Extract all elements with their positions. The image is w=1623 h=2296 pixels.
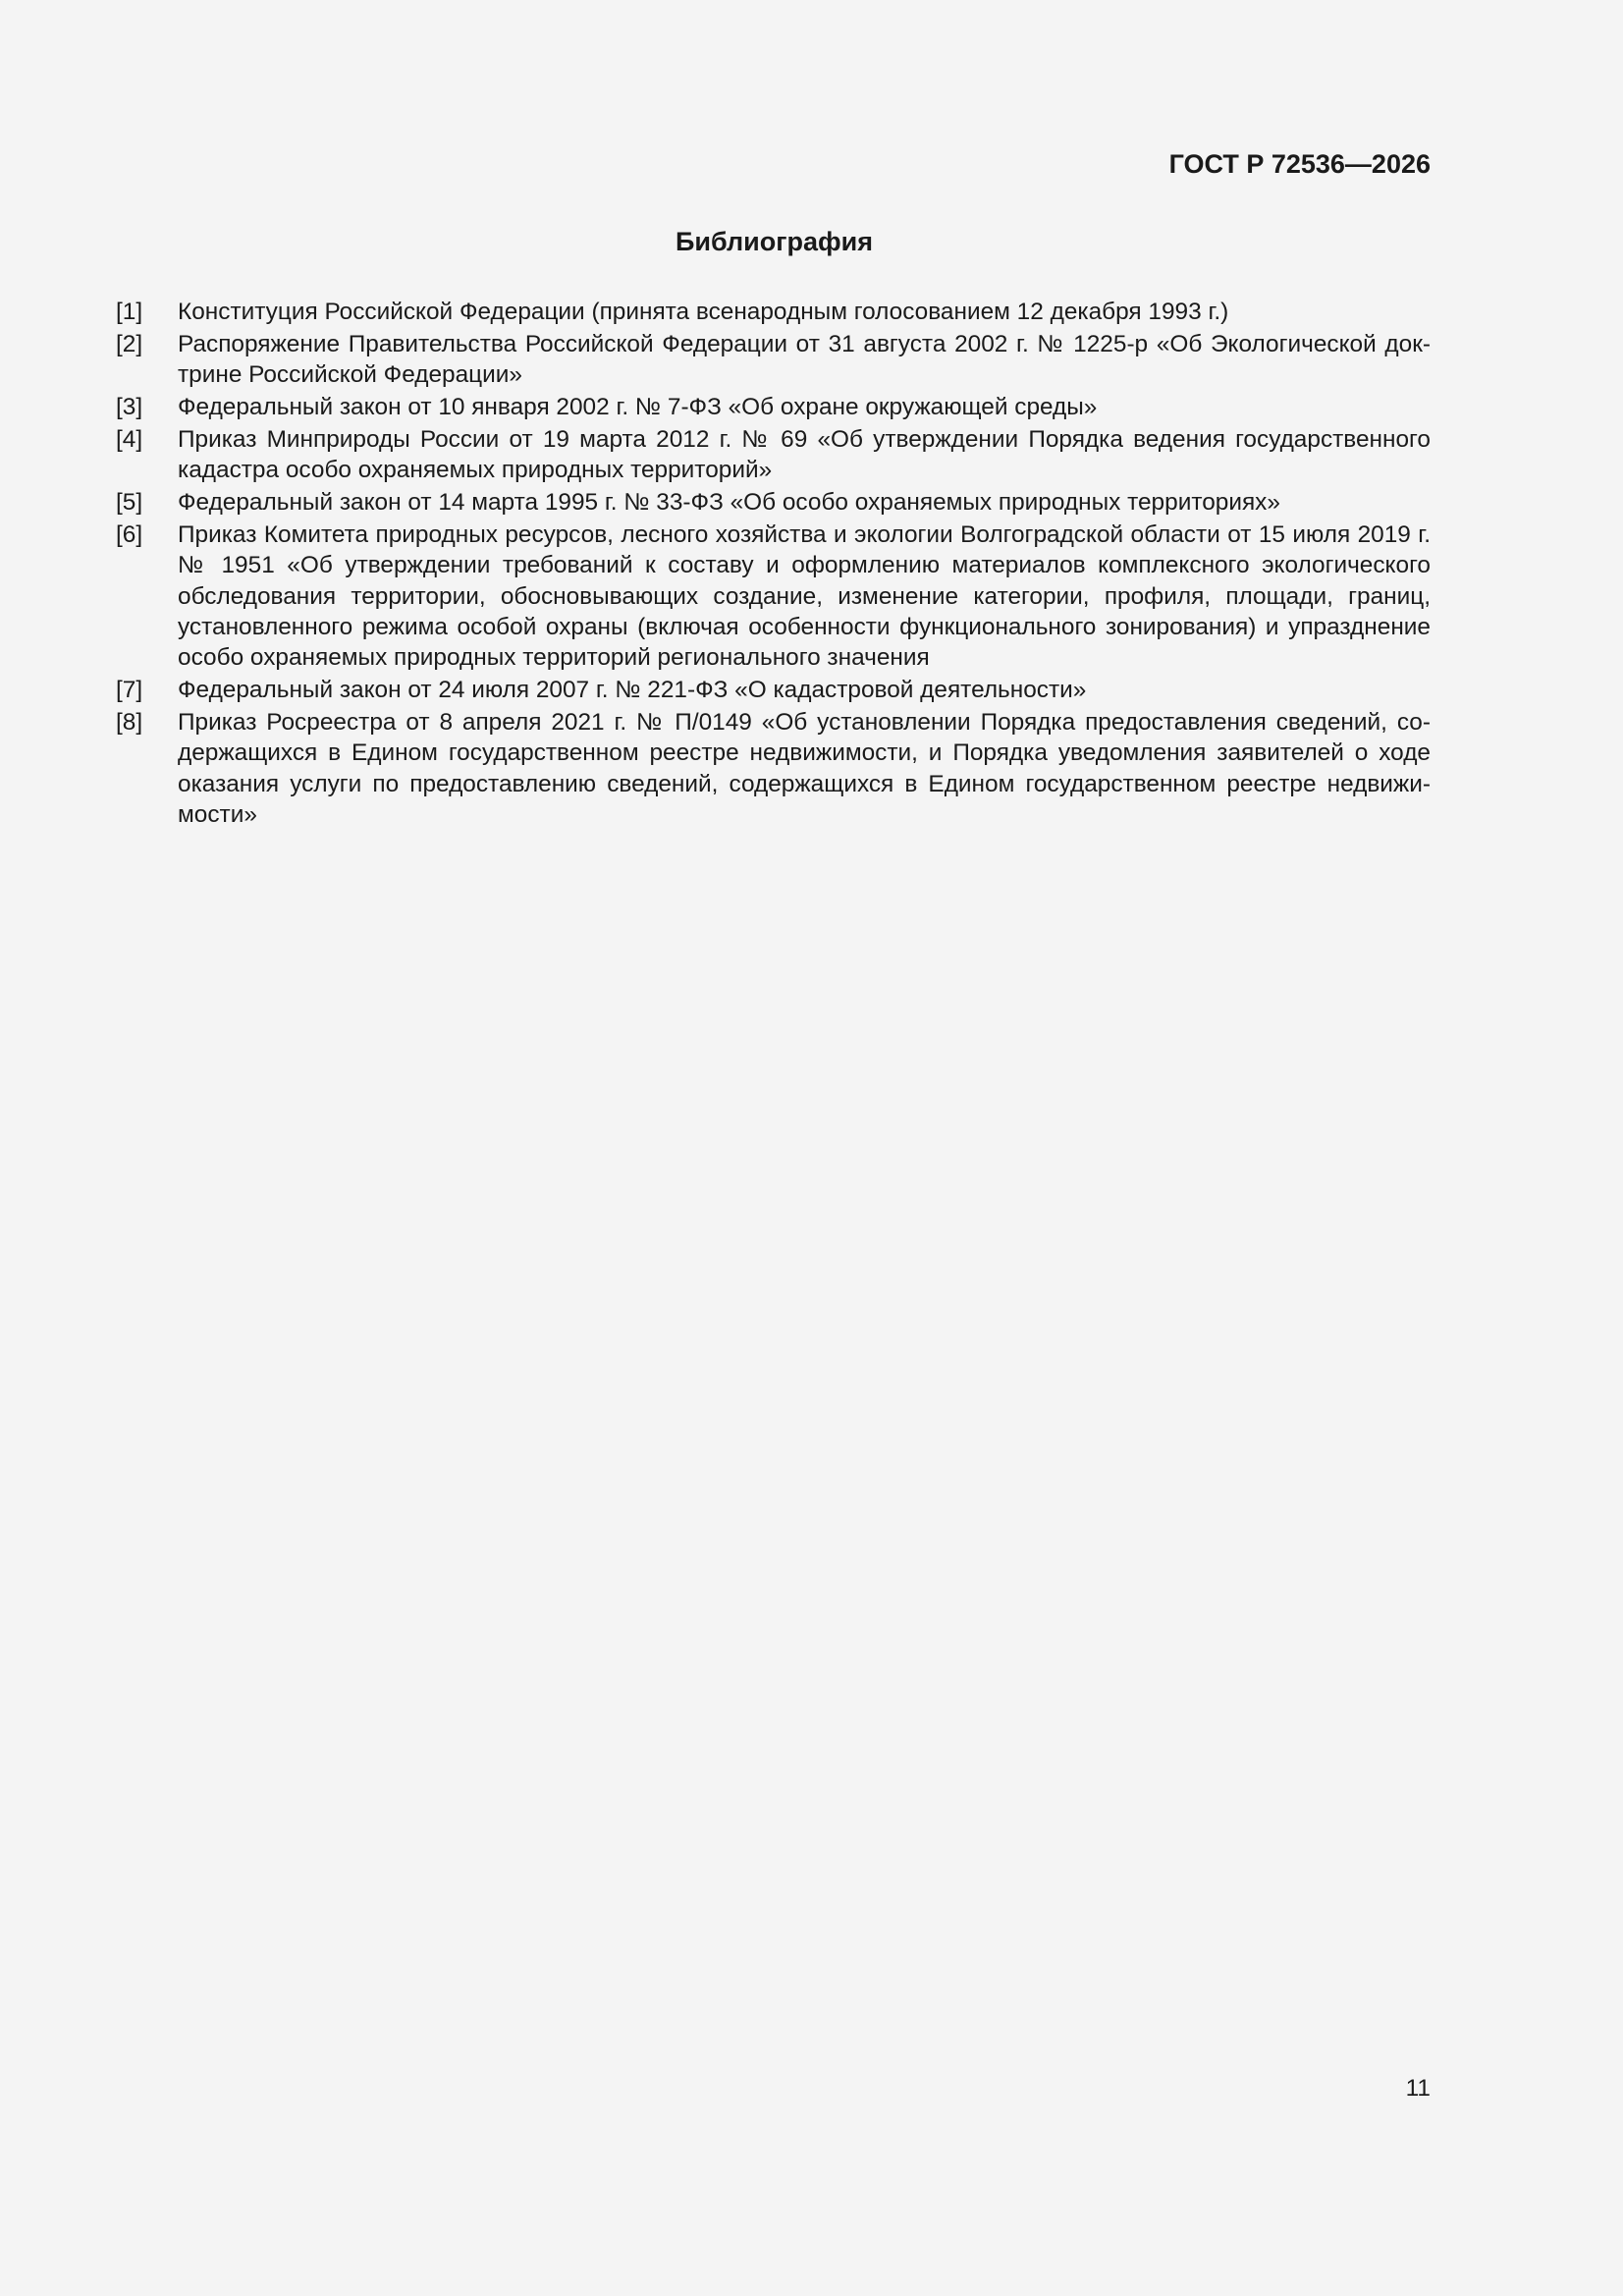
bibliography-item-text: Федеральный закон от 24 июля 2007 г. № 221-ФЗ «О кадастровой деятельности» [178,677,1087,704]
bibliography-item-number: [1] [116,299,143,325]
bibliography-item-number: [8] [116,709,143,737]
bibliography-item [116,424,1431,486]
bibliography-item-text: Приказ Комитета природных ресурсов, лесного хозяйства и экологии Волгоградской области от 15 июля 2019 г. № 1951 «Об утверждении требований к составу и оформлению материалов комплексного экологического обследования территории, обосновывающих создание, изменение категории, профиля, площади, границ, установленного режима особой охраны (включая особенности функционального зонирования) и упразднение особо охраняемых природных территорий регионального значения [178,520,1431,672]
bibliography-list [116,297,1431,832]
bibliography-item [116,392,1431,422]
page-number: 11 [1405,2075,1431,2102]
bibliography-item-text: Федеральный закон от 14 марта 1995 г. № 33-ФЗ «Об особо охраняемых природных территориях» [178,489,1280,516]
bibliography-item [116,675,1431,705]
bibliography-item-number: [6] [116,520,143,548]
bibliography-item-text: Приказ Минприроды России от 19 марта 2012 г. № 69 «Об утверждении Порядка ведения государственного кадастра особо охраняемых природных территорий» [178,425,1431,484]
bibliography-item [116,519,1431,674]
bibliography-item [116,329,1431,391]
bibliography-item [116,297,1431,327]
bibliography-item-text: Распоряжение Правительства Российской Федерации от 31 августа 2002 г. № 1225-р «Об Экологической доктрине Российской Федерации» [178,330,1431,389]
section-title: Библиография [676,227,873,256]
bibliography-item-number: [7] [116,677,143,704]
bibliography-item [116,487,1431,518]
document-code: ГОСТ Р 72536—2026 [1168,149,1431,179]
bibliography-item-text: Приказ Росреестра от 8 апреля 2021 г. № П/0149 «Об установлении Порядка предоставления сведений, содержащихся в Едином государственном реестре недвижимости, и Порядка уведомления заявителей о ходе оказания услуги по предоставлению сведений, содержащихся в Едином государственном реестре недвижимости» [178,709,1431,829]
bibliography-item-number: [2] [116,330,143,357]
bibliography-item-number: [5] [116,489,143,516]
bibliography-item-number: [4] [116,425,143,453]
bibliography-item-number: [3] [116,394,143,420]
bibliography-item-text: Конституция Российской Федерации (принята всенародным голосованием 12 декабря 1993 г.) [178,299,1229,325]
bibliography-item-text: Федеральный закон от 10 января 2002 г. № 7-ФЗ «Об охране окружающей среды» [178,394,1098,420]
bibliography-item [116,707,1431,831]
